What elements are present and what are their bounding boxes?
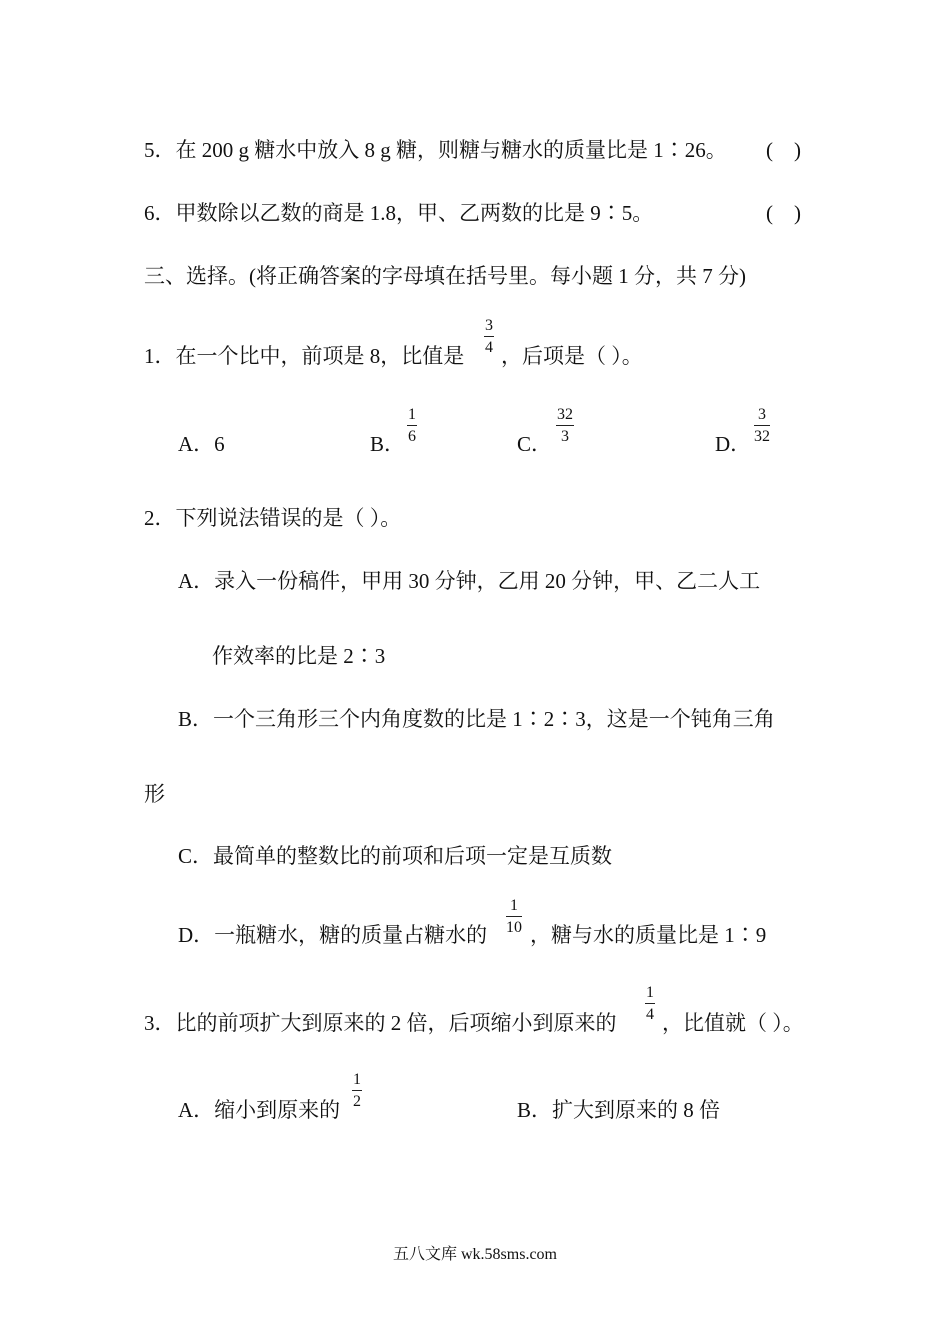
section-heading: 三、选择。(将正确答案的字母填在括号里。每小题 1 分，共 7 分) — [144, 264, 746, 288]
q2-option-d-after: ，糖与水的质量比是 1∶9 — [530, 923, 767, 947]
q3-fraction-denominator: 4 — [646, 1006, 654, 1023]
q1-option-c-denominator: 3 — [561, 428, 569, 445]
q3-fraction-numerator: 1 — [646, 984, 654, 1001]
q1-option-b-label[interactable]: B． — [370, 432, 406, 456]
q1-option-c-numerator: 32 — [557, 406, 573, 423]
q2-option-d-numerator: 1 — [510, 897, 518, 914]
q1-stem-after: ，后项是（ ）。 — [501, 344, 643, 368]
q2-option-d-denominator: 10 — [506, 919, 522, 936]
q3-stem-after: ，比值就（ ）。 — [662, 1011, 804, 1035]
q3-option-a-denominator: 2 — [353, 1093, 361, 1110]
answer-paren-5[interactable]: ( ) — [766, 138, 801, 162]
q2-option-b[interactable]: B．一个三角形三个内角度数的比是 1∶2∶3，这是一个钝角三角 — [178, 707, 775, 731]
answer-paren-6[interactable]: ( ) — [766, 201, 801, 225]
choice-question-1-stem — [144, 346, 464, 367]
q2-option-c[interactable]: C．最简单的整数比的前项和后项一定是互质数 — [178, 844, 613, 868]
q1-option-d-numerator: 3 — [758, 406, 766, 423]
q1-option-d-fraction — [754, 407, 770, 445]
q1-option-d-label[interactable]: D． — [715, 432, 752, 456]
q3-option-b[interactable]: B．扩大到原来的 8 倍 — [517, 1098, 721, 1122]
q2-option-a-continued: 作效率的比是 2∶3 — [212, 644, 386, 668]
q1-option-c-fraction — [556, 407, 574, 445]
q1-option-a[interactable]: A．6 — [178, 432, 225, 456]
q1-option-b-fraction — [407, 407, 417, 445]
q1-fraction-denominator: 4 — [485, 339, 493, 356]
q2-option-a[interactable]: A．录入一份稿件，甲用 30 分钟，乙用 20 分钟，甲、乙二人工 — [178, 569, 761, 593]
q3-option-a[interactable]: A．缩小到原来的 — [178, 1098, 341, 1122]
q1-stem-before: 1．在一个比中，前项是 8，比值是 — [144, 344, 465, 368]
q1-option-b-denominator: 6 — [408, 428, 416, 445]
q3-option-a-numerator: 1 — [353, 1071, 361, 1088]
q3-fraction — [645, 985, 655, 1023]
choice-question-2-stem: 2．下列说法错误的是（ ）。 — [144, 506, 402, 530]
q1-option-c-label[interactable]: C． — [517, 432, 553, 456]
q1-option-d-denominator: 32 — [754, 428, 770, 445]
q3-option-a-fraction — [352, 1072, 362, 1110]
choice-question-3-stem: 3．比的前项扩大到原来的 2 倍，后项缩小到原来的 — [144, 1011, 617, 1035]
q2-option-b-continued: 形 — [144, 782, 165, 806]
q2-option-d[interactable]: D．一瓶糖水，糖的质量占糖水的 — [178, 923, 488, 947]
q1-fraction-numerator: 3 — [485, 317, 493, 334]
q1-option-b-numerator: 1 — [408, 406, 416, 423]
judge-question-5: 5．在 200 g 糖水中放入 8 g 糖，则糖与糖水的质量比是 1∶26。 — [144, 138, 727, 162]
page-footer: 五八文库 wk.58sms.com — [392, 1246, 557, 1263]
q2-option-d-fraction — [506, 898, 522, 936]
judge-question-6: 6．甲数除以乙数的商是 1.8，甲、乙两数的比是 9∶5。 — [144, 201, 654, 225]
q1-fraction — [484, 318, 494, 356]
